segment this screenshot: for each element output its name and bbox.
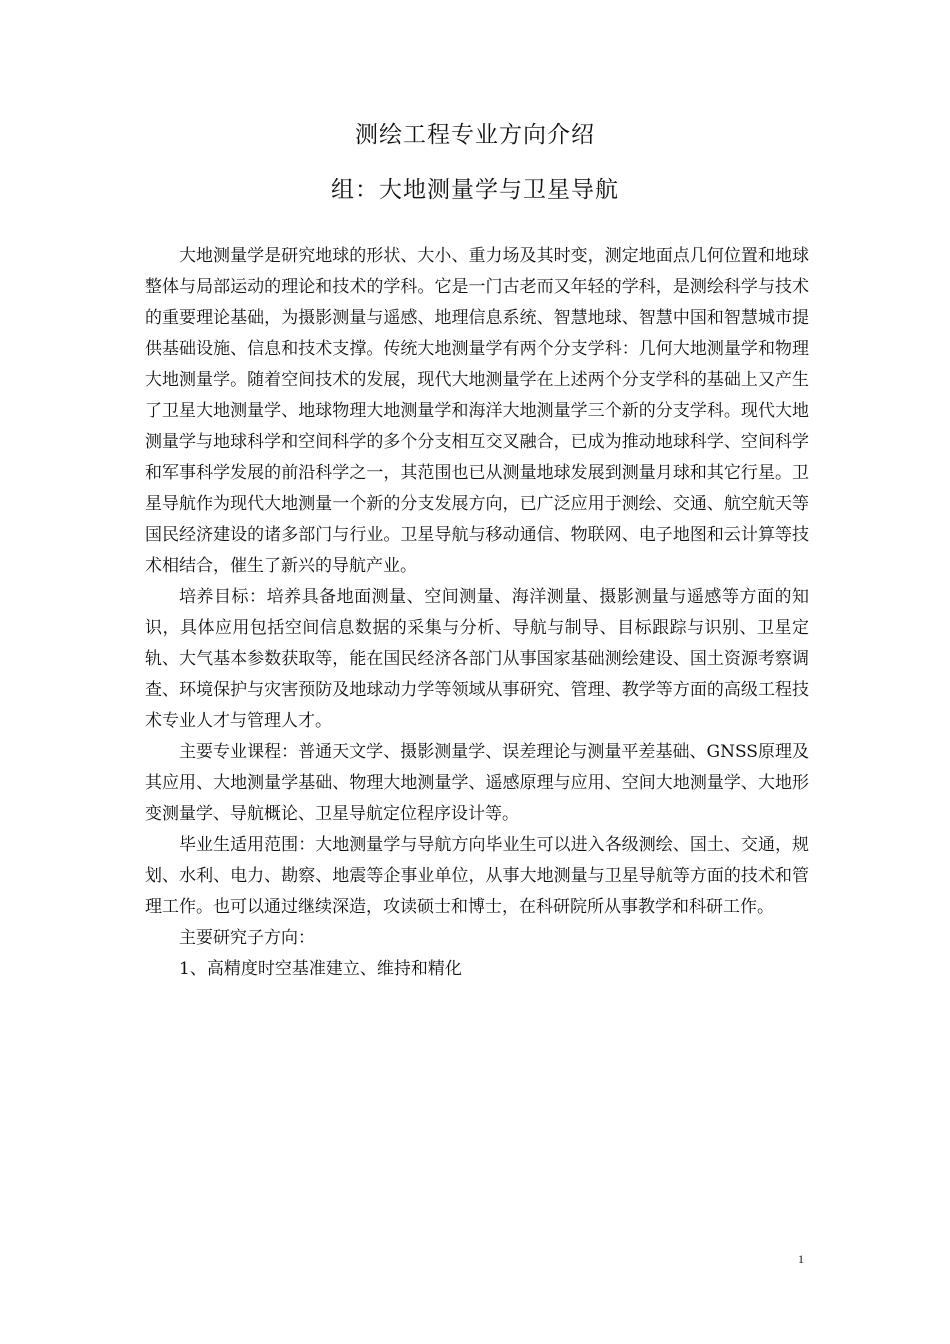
paragraph-main-courses: 主要专业课程：普通天文学、摄影测量学、误差理论与测量平差基础、GNSS原理及其应用、大地测量学基础、物理大地测量学、遥感原理与应用、空间大地测量学、大地形变测量学、导航概论、卫星导航定位程序设计等。: [145, 742, 809, 824]
paragraph-intro: 大地测量学是研究地球的形状、大小、重力场及其时变，测定地面点几何位置和地球整体与局部运动的理论和技术的学科。它是一门古老而又年轻的学科，是测绘科学与技术的重要理论基础，为摄影测量与遥感、地理信息系统、智慧地球、智慧中国和智慧城市提供基础设施、信息和技术支撑。传统大地测量学有两个分支学科：几何大地测量学和物理大地测量学。随着空间技术的发展，现代大地测量学在上述两个分支学科的基础上又产生了卫星大地测量学、地球物理大地测量学和海洋大地测量学三个新的分支学科。现代大地测量学与地球科学和空间科学的多个分支相互交叉融合，已成为推动地球科学、空间科学和军事科学发展的前沿科学之一，其范围也已从测量地球发展到测量月球和其它行星。卫星导航作为现代大地测量一个新的分支发展方向，已广泛应用于测绘、交通、航空航天等国民经济建设的诸多部门与行业。卫星导航与移动通信、物联网、电子地图和云计算等技术相结合，催生了新兴的导航产业。: [145, 246, 809, 576]
paragraph-research-directions-heading: 主要研究子方向：: [179, 928, 315, 948]
page-number: 1: [798, 1252, 804, 1266]
paragraph-training-goal: 培养目标：培养具备地面测量、空间测量、海洋测量、摄影测量与遥感等方面的知识，具体应用包括空间信息数据的采集与分析、导航与制导、目标跟踪与识别、卫星定轨、大气基本参数获取等，能在国民经济各部门从事国家基础测绘建设、国土资源考察调查、环境保护与灾害预防及地球动力学等领域从事研究、管理、教学等方面的高级工程技术专业人才与管理人才。: [145, 587, 809, 731]
page-title: 测绘工程专业方向介绍: [355, 122, 595, 148]
page-subtitle: 组：大地测量学与卫星导航: [331, 177, 619, 203]
document-body: [145, 241, 809, 985]
paragraph-research-direction-1: 1、高精度时空基准建立、维持和精化: [179, 959, 462, 979]
paragraph-graduate-scope: 毕业生适用范围：大地测量学与导航方向毕业生可以进入各级测绘、国土、交通，规划、水利、电力、勘察、地震等企事业单位，从事大地测量与卫星导航等方面的技术和管理工作。也可以通过继续深造，攻读硕士和博士，在科研院所从事教学和科研工作。: [145, 835, 809, 917]
